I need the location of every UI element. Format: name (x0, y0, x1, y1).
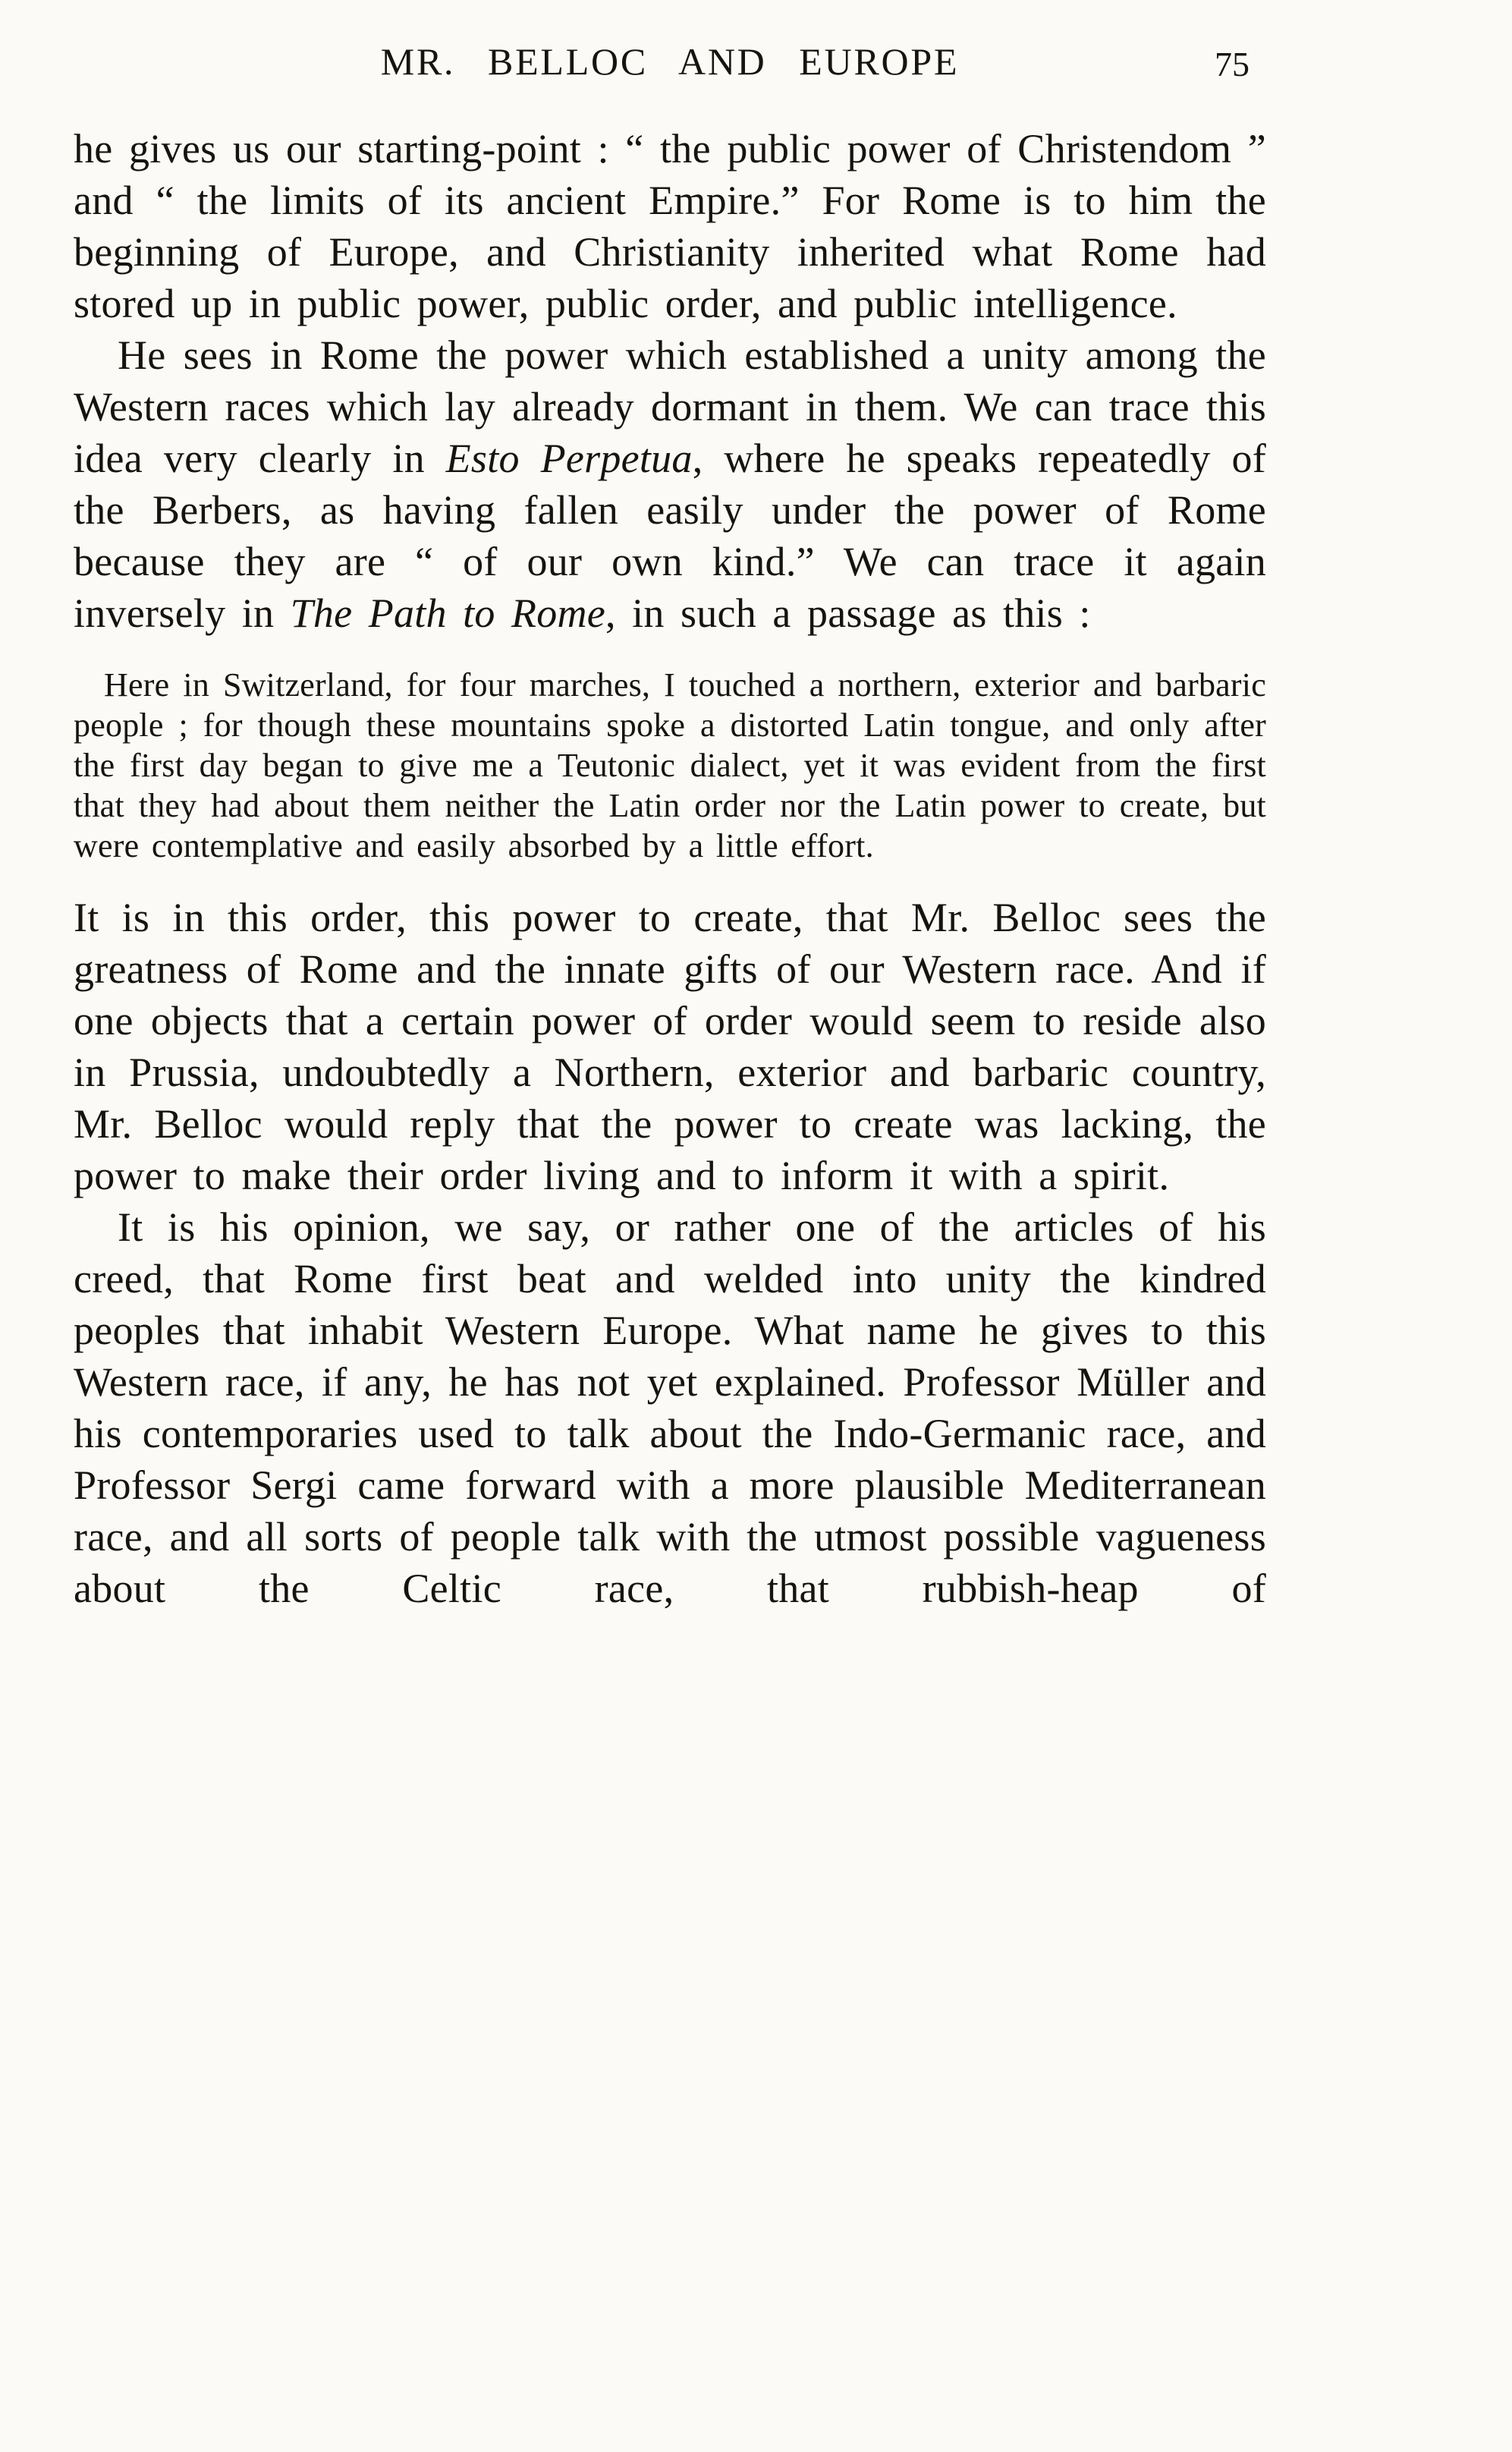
paragraph-2 (74, 329, 1266, 639)
paragraph-4 (74, 1201, 1266, 1614)
text-segment: he gives us our starting-point : “ the public power of Christendom ” and “ the limits of its ancient Empire.” For Rome is to him the beginning of Europe, and Christianity inherited what Rome had stored up in public power, public order, and public intelligence. (74, 126, 1266, 326)
text-column (74, 39, 1266, 1614)
block-quote (74, 665, 1266, 866)
text-segment: , in such a passage as this : (605, 590, 1091, 636)
page-number: 75 (1215, 45, 1250, 83)
quote-text: Here in Switzerland, for four marches, I touched a northern, exterior and barbaric people ; for though these mountains spoke a distorted Latin tongue, and only after the first day began to give me a Teutonic dialect, yet it was evident from the first that they had about them neither the Latin order nor the Latin power to create, but were contemplative and easily absorbed by a little effort. (74, 666, 1266, 864)
running-head-title: MR. BELLOC AND EUROPE (380, 40, 960, 83)
text-segment: It is in this order, this power to create, that Mr. Belloc sees the greatness of Rome and the innate gifts of our Western race. And if one objects that a certain power of order would seem to reside also in Prussia, undoubtedly a Northern, exterior and barbaric country, Mr. Belloc would reply that the power to create was lacking, the power to make their order living and to inform it with a spirit. (74, 895, 1266, 1198)
italic-book-title: Esto Perpetua (445, 436, 693, 481)
text-segment: He sees in Rome the power which established a unity among the Western races which lay already dormant in them. We can trace this idea very clearly in (74, 332, 1266, 481)
text-segment: , where he speaks repeatedly of the Berbers, as having fallen easily under the power of Rome because they are “ of our own kind.” We can trace it again inversely in (74, 436, 1267, 636)
page-header (74, 39, 1266, 96)
italic-book-title: The Path to Rome (290, 590, 606, 636)
paragraph-1 (74, 123, 1266, 329)
body-text (74, 123, 1266, 1614)
paragraph-3 (74, 892, 1266, 1201)
text-segment: It is his opinion, we say, or rather one of the articles of his creed, that Rome first beat and welded into unity the kindred peoples that inhabit Western Europe. What name he gives to this Western race, if any, he has not yet explained. Professor Müller and his contemporaries used to talk about the Indo-Germanic race, and Professor Sergi came forward with a more plausible Mediterranean race, and all sorts of people talk with the utmost possible vagueness about the Celtic race, that rubbish-heap of (74, 1204, 1266, 1611)
